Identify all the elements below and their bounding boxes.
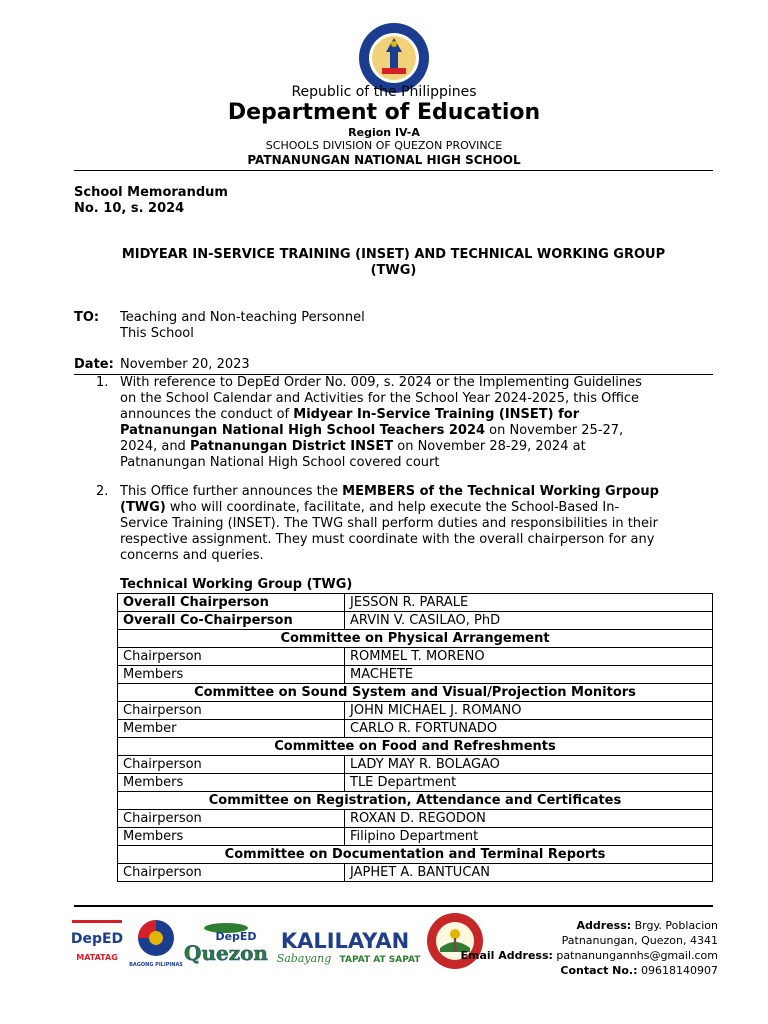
table-row xyxy=(118,594,713,612)
kalilayan-tag-text: TAPAT AT SAPAT xyxy=(339,955,421,965)
name-cell: ROMMEL T. MORENO xyxy=(345,648,713,666)
address-label: Address: xyxy=(576,919,632,932)
deped-logo-text: DepED xyxy=(70,931,124,947)
p1-line xyxy=(120,423,720,439)
name-cell: JOHN MICHAEL J. ROMANO xyxy=(345,702,713,720)
address-value-2: Patnanungan, Quezon, 4341 xyxy=(561,934,718,947)
role-cell: Chairperson xyxy=(118,756,345,774)
name-cell: MACHETE xyxy=(345,666,713,684)
name-cell: ARVIN V. CASILAO, PhD xyxy=(345,612,713,630)
memo-number xyxy=(74,185,228,217)
table-row xyxy=(118,720,713,738)
p1-line xyxy=(120,439,720,455)
role-cell: Chairperson xyxy=(118,648,345,666)
committee-header-row xyxy=(118,630,713,648)
kalilayan-text: KALILAYAN xyxy=(280,929,410,953)
recipient-line-1: Teaching and Non-teaching Personnel xyxy=(120,310,365,325)
name-cell: JAPHET A. BANTUCAN xyxy=(345,864,713,882)
p1-line: on the School Calendar and Activities for the School Year 2024-2025, this Office xyxy=(120,391,640,406)
email-label: Email Address: xyxy=(460,949,553,962)
recipient-line-2: This School xyxy=(120,326,194,341)
role-cell: Chairperson xyxy=(118,810,345,828)
p1-line: Patnanungan National High School covered court xyxy=(120,455,440,470)
table-row xyxy=(118,828,713,846)
p2-text: This Office further announces the xyxy=(120,484,343,499)
subject-line-2: (TWG) xyxy=(370,263,417,278)
header-divider xyxy=(74,170,713,171)
p2-bold: (TWG) xyxy=(120,500,166,515)
kalilayan-sub-text: Sabayang xyxy=(276,952,332,965)
address-line xyxy=(461,918,719,933)
committee-name: Committee on Sound System and Visual/Projection Monitors xyxy=(118,684,713,702)
address-value-1: Brgy. Poblacion xyxy=(634,919,718,932)
p1-bold: Patnanungan District INSET xyxy=(189,439,394,454)
paragraph-2-number: 2. xyxy=(96,484,109,499)
memo-series: No. 10, s. 2024 xyxy=(74,201,185,216)
p1-bold: Patnanungan National High School Teachers 2024 xyxy=(120,423,486,438)
committee-header-row xyxy=(118,684,713,702)
table-row xyxy=(118,648,713,666)
deped-matatag-logo-icon xyxy=(72,920,122,966)
table-row xyxy=(118,864,713,882)
committee-name: Committee on Registration, Attendance and Certificates xyxy=(118,792,713,810)
table-row xyxy=(118,612,713,630)
region-line: Region IV-A xyxy=(348,126,420,139)
quezon-deped-text: DepED xyxy=(215,930,257,943)
email-value[interactable]: patnanungannhs@gmail.com xyxy=(556,949,718,962)
contact-label: Contact No.: xyxy=(560,964,638,977)
twg-table xyxy=(117,593,713,882)
quezon-logo-text: Quezon xyxy=(184,941,268,965)
p2-line: respective assignment. They must coordinate with the overall chairperson for any xyxy=(120,532,655,547)
p1-text: 2024, and xyxy=(120,439,190,454)
role-cell: Member xyxy=(118,720,345,738)
bagong-pilipinas-text: BAGONG PILIPINAS xyxy=(129,962,183,968)
subject-line-1: MIDYEAR IN-SERVICE TRAINING (INSET) AND TECHNICAL WORKING GROUP xyxy=(121,247,666,262)
date-label: Date: xyxy=(74,357,114,372)
kalilayan-logo-icon xyxy=(272,926,421,966)
name-cell: CARLO R. FORTUNADO xyxy=(345,720,713,738)
table-row xyxy=(118,810,713,828)
p1-text: on November 25-27, xyxy=(485,423,624,438)
p1-text: announces the conduct of xyxy=(120,407,294,422)
role-cell: Members xyxy=(118,774,345,792)
role-cell: Overall Co-Chairperson xyxy=(118,612,345,630)
memo-title: School Memorandum xyxy=(74,185,228,200)
table-row xyxy=(118,774,713,792)
school-contact-info xyxy=(461,918,719,978)
contact-line xyxy=(461,963,719,978)
name-cell: TLE Department xyxy=(345,774,713,792)
deped-quezon-logo-icon xyxy=(186,920,266,964)
memo-subject xyxy=(74,247,713,279)
p2-text: who will coordinate, facilitate, and help execute the School-Based In- xyxy=(165,500,620,515)
role-cell: Overall Chairperson xyxy=(118,594,345,612)
committee-header-row xyxy=(118,792,713,810)
p2-bold: MEMBERS of the Technical Working Grpoup xyxy=(342,484,659,499)
p2-line xyxy=(120,484,720,500)
p2-line: concerns and queries. xyxy=(120,548,264,563)
committee-name: Committee on Physical Arrangement xyxy=(118,630,713,648)
p1-line: With reference to DepEd Order No. 009, s. 2024 or the Implementing Guidelines xyxy=(120,375,642,390)
committee-header-row xyxy=(118,738,713,756)
contact-value: 09618140907 xyxy=(641,964,718,977)
division-line: SCHOOLS DIVISION OF QUEZON PROVINCE xyxy=(265,139,503,152)
role-cell: Members xyxy=(118,828,345,846)
twg-table-title: Technical Working Group (TWG) xyxy=(120,577,353,592)
committee-name: Committee on Documentation and Terminal Reports xyxy=(118,846,713,864)
email-line xyxy=(461,948,719,963)
footer-divider xyxy=(74,905,713,907)
paragraph-2 xyxy=(120,484,720,564)
bagong-pilipinas-logo-icon xyxy=(129,918,183,968)
table-row xyxy=(118,666,713,684)
role-cell: Members xyxy=(118,666,345,684)
republic-line: Republic of the Philippines xyxy=(291,84,477,100)
name-cell: ROXAN D. REGODON xyxy=(345,810,713,828)
role-cell: Chairperson xyxy=(118,702,345,720)
to-recipients xyxy=(120,310,365,342)
paragraph-1-number: 1. xyxy=(96,375,109,390)
p1-bold: Midyear In-Service Training (INSET) for xyxy=(293,407,580,422)
committee-name: Committee on Food and Refreshments xyxy=(118,738,713,756)
date-value: November 20, 2023 xyxy=(120,357,250,372)
school-name: PATNANUNGAN NATIONAL HIGH SCHOOL xyxy=(247,153,521,167)
paragraph-1 xyxy=(120,375,720,471)
p2-line xyxy=(120,500,720,516)
name-cell: LADY MAY R. BOLAGAO xyxy=(345,756,713,774)
name-cell: JESSON R. PARALE xyxy=(345,594,713,612)
p2-line: Service Training (INSET). The TWG shall perform duties and responsibilities in their xyxy=(120,516,658,531)
matatag-logo-text: MATATAG xyxy=(76,953,118,962)
name-cell: Filipino Department xyxy=(345,828,713,846)
p1-line xyxy=(120,407,720,423)
table-row xyxy=(118,756,713,774)
p1-text: on November 28-29, 2024 at xyxy=(393,439,586,454)
to-label: TO: xyxy=(74,310,100,325)
table-row xyxy=(118,702,713,720)
committee-header-row xyxy=(118,846,713,864)
role-cell: Chairperson xyxy=(118,864,345,882)
department-title: Department of Education xyxy=(227,100,541,125)
